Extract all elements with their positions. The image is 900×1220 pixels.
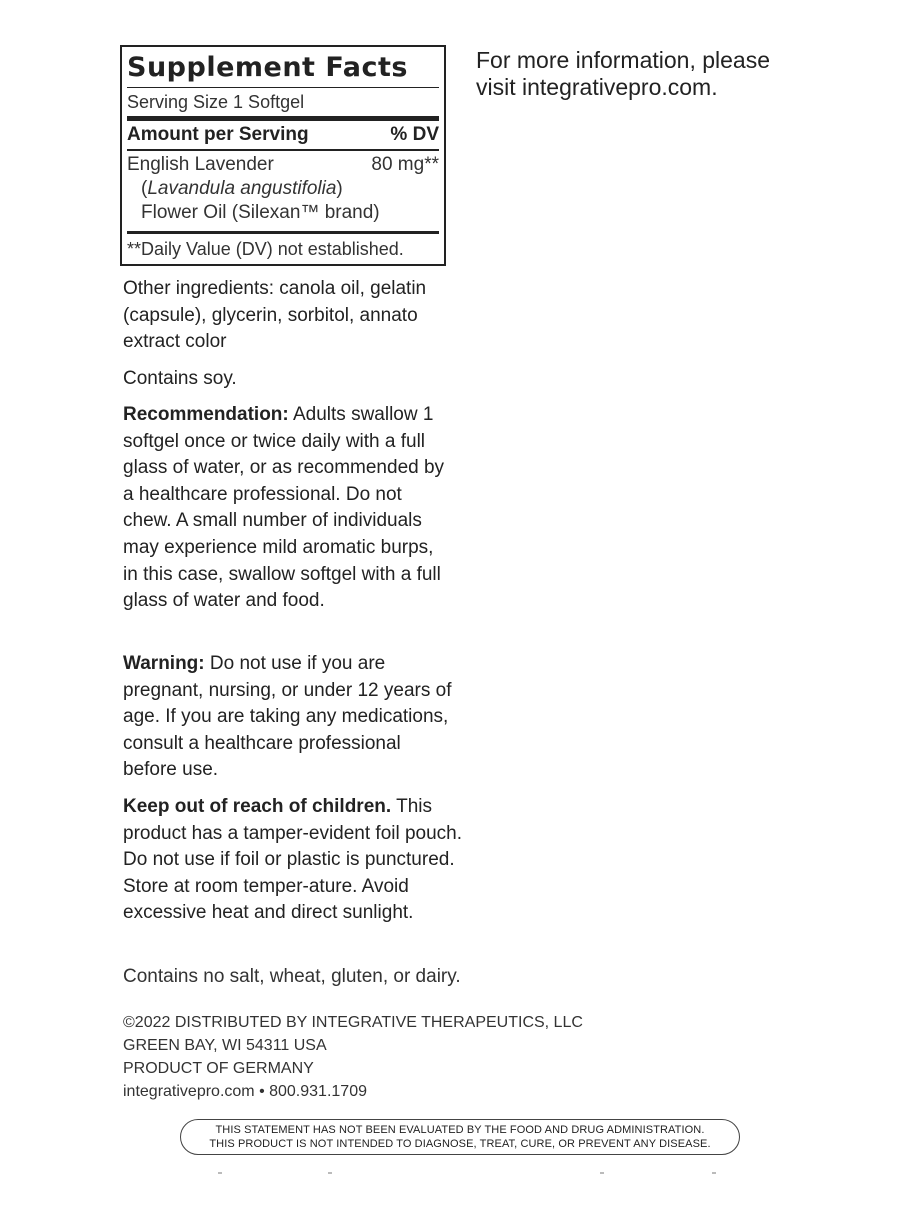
supplement-facts-panel [120, 45, 446, 266]
keep-out-text: This product has a tamper-evident foil pouch. Do not use if foil or plastic is punctured. Store at room temper-ature. Avoid excessive heat and direct sunlight. [123, 796, 463, 924]
other-ingredients: Other ingredients: canola oil, gelatin (capsule), glycerin, sorbitol, annato extract color [123, 278, 427, 353]
distributor-info [123, 1011, 583, 1103]
ingredient-row [127, 153, 439, 177]
keep-out-of-reach [123, 794, 468, 927]
keep-out-label: Keep out of reach of children. [123, 796, 392, 817]
recommendation-text: Adults swallow 1 softgel once or twice daily with a full glass of water, or as recommended by a healthcare professional. Do not chew. A small number of individuals may experience mild aromatic burps, in this case, swallow softgel with a full glass of water and food. [123, 404, 445, 612]
dv-footnote: **Daily Value (DV) not established. [127, 231, 439, 264]
print-mark [600, 1172, 604, 1174]
amount-per-serving-label: Amount per Serving [127, 124, 309, 145]
print-mark [218, 1172, 222, 1174]
facts-title: Supplement Facts [127, 49, 439, 88]
contains-no: Contains no salt, wheat, gluten, or dairy. [123, 966, 461, 987]
more-info [476, 47, 806, 101]
fda-statement-line1: THIS STATEMENT HAS NOT BEEN EVALUATED BY THE FOOD AND DRUG ADMINISTRATION. [215, 1124, 705, 1136]
distributor-line2: GREEN BAY, WI 54311 USA [123, 1037, 327, 1054]
warning-text: Do not use if you are pregnant, nursing, or under 12 years of age. If you are taking any medications, consult a healthcare professional before use. [123, 653, 452, 781]
serving-size: Serving Size 1 Softgel [127, 92, 305, 112]
fda-statement [180, 1119, 740, 1155]
recommendation [123, 402, 453, 615]
amount-header-row [127, 121, 439, 149]
paren-close: ) [336, 178, 343, 199]
distributor-line3: PRODUCT OF GERMANY [123, 1060, 314, 1077]
ingredient-name: English Lavender [127, 154, 274, 175]
warning [123, 651, 453, 784]
print-mark [712, 1172, 716, 1174]
ingredient-amount: 80 mg** [371, 154, 439, 175]
ingredient-source: Flower Oil (Silexan™ brand) [141, 202, 380, 223]
more-info-line2: visit integrativepro.com. [476, 74, 718, 100]
paren-open: ( [141, 178, 148, 199]
warning-label: Warning: [123, 653, 205, 674]
thin-divider [127, 149, 439, 151]
fda-statement-line2: THIS PRODUCT IS NOT INTENDED TO DIAGNOSE, TREAT, CURE, OR PREVENT ANY DISEASE. [209, 1138, 711, 1150]
contains-soy: Contains soy. [123, 368, 237, 389]
distributor-line4: integrativepro.com • 800.931.1709 [123, 1083, 367, 1100]
print-mark [328, 1172, 332, 1174]
distributor-line1: ©2022 DISTRIBUTED BY INTEGRATIVE THERAPEUTICS, LLC [123, 1014, 583, 1031]
dv-header: % DV [390, 124, 439, 145]
ingredient-latin: Lavandula angustifolia [147, 178, 337, 199]
more-info-line1: For more information, please [476, 47, 771, 73]
recommendation-label: Recommendation: [123, 404, 289, 425]
ingredient-latin-line [127, 177, 439, 201]
